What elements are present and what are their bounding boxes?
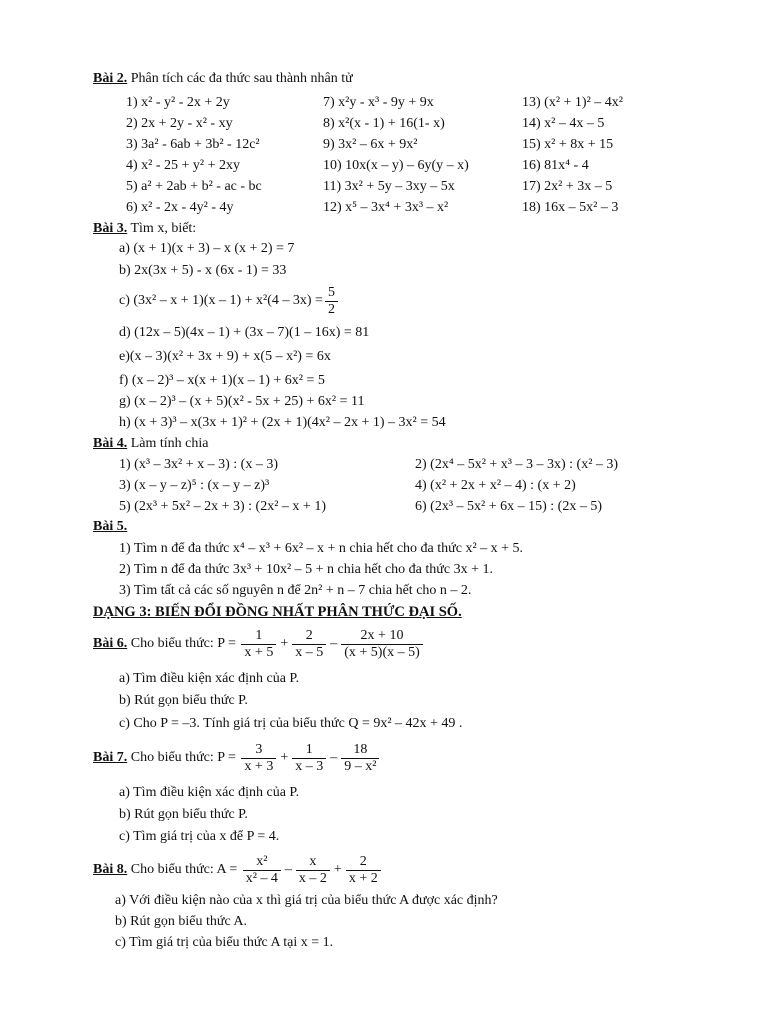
bai4-label: Bài 4. bbox=[93, 436, 128, 451]
fraction-denominator: x – 5 bbox=[292, 644, 326, 661]
bai3-label: Bài 3. bbox=[93, 221, 128, 236]
bai2-item: 2) 2x + 2y - x² - xy bbox=[126, 116, 233, 131]
fraction-denominator: 9 – x² bbox=[341, 758, 379, 775]
bai3-text: Tìm x, biết: bbox=[127, 221, 197, 236]
bai3-item-g: g) (x – 2)³ – (x + 5)(x² - 5x + 25) + 6x² = 11 bbox=[119, 394, 365, 409]
fraction-numerator: 3 bbox=[255, 741, 263, 757]
fraction-numerator: x² bbox=[256, 853, 268, 869]
bai8-heading bbox=[93, 850, 383, 890]
bai2-item: 15) x² + 8x + 15 bbox=[522, 137, 614, 152]
bai7-item-c: c) Tìm giá trị của x để P = 4. bbox=[119, 829, 280, 844]
bai6-lead: Cho biểu thức: P = bbox=[127, 636, 236, 651]
bai4-item: 5) (2x³ + 5x² – 2x + 3) : (2x² – x + 1) bbox=[119, 499, 326, 514]
fraction bbox=[346, 854, 381, 887]
bai2-item: 16) 81x⁴ - 4 bbox=[522, 158, 589, 173]
bai2-item: 17) 2x² + 3x – 5 bbox=[522, 179, 613, 194]
bai3-item-h: h) (x + 3)³ – x(3x + 1)² + (2x + 1)(4x² – 2x + 1) – 3x² = 54 bbox=[119, 415, 446, 430]
bai3-item-b: b) 2x(3x + 5) - x (6x - 1) = 33 bbox=[119, 263, 287, 278]
bai5-item-3: 3) Tìm tất cả các số nguyên n để 2n² + n – 7 chia hết cho n – 2. bbox=[119, 583, 472, 598]
section-heading-dang3: DẠNG 3: BIẾN ĐỔI ĐỒNG NHẤT PHÂN THỨC ĐẠI SỐ. bbox=[93, 604, 462, 620]
bai6-heading bbox=[93, 624, 425, 664]
bai7-label: Bài 7. bbox=[93, 750, 128, 765]
fraction bbox=[296, 854, 330, 887]
bai6-label: Bài 6. bbox=[93, 636, 128, 651]
bai6-item-a: a) Tìm điều kiện xác định của P. bbox=[119, 671, 300, 686]
bai2-item: 6) x² - 2x - 4y² - 4y bbox=[126, 200, 234, 215]
bai2-item: 18) 16x – 5x² – 3 bbox=[522, 200, 619, 215]
bai2-item: 13) (x² + 1)² – 4x² bbox=[522, 95, 623, 110]
bai2-heading bbox=[93, 70, 353, 88]
bai4-item: 4) (x² + 2x + x² – 4) : (x + 2) bbox=[415, 478, 576, 493]
fraction-numerator: 1 bbox=[305, 741, 313, 757]
fraction-denominator: x + 3 bbox=[241, 758, 276, 775]
bai2-item: 7) x²y - x³ - 9y + 9x bbox=[323, 95, 434, 110]
bai3-item-c-text: c) (3x² – x + 1)(x – 1) + x²(4 – 3x) = bbox=[119, 293, 323, 308]
bai8-label: Bài 8. bbox=[93, 862, 128, 877]
fraction-numerator: 2x + 10 bbox=[360, 627, 404, 643]
bai4-item: 6) (2x³ – 5x² + 6x – 15) : (2x – 5) bbox=[415, 499, 602, 514]
operator: – bbox=[330, 750, 338, 765]
operator: – bbox=[284, 862, 292, 877]
fraction-denominator: x – 3 bbox=[292, 758, 326, 775]
operator: + bbox=[280, 750, 289, 765]
bai4-heading bbox=[93, 435, 209, 453]
fraction bbox=[325, 285, 338, 318]
bai8-item-c: c) Tìm giá trị của biểu thức A tại x = 1. bbox=[115, 935, 334, 950]
bai2-item: 14) x² – 4x – 5 bbox=[522, 116, 605, 131]
bai5-item-1: 1) Tìm n để đa thức x⁴ – x³ + 6x² – x + n chia hết cho đa thức x² – x + 5. bbox=[119, 541, 524, 556]
bai4-item: 3) (x – y – z)⁵ : (x – y – z)³ bbox=[119, 478, 270, 493]
bai2-item: 10) 10x(x – y) – 6y(y – x) bbox=[323, 158, 469, 173]
fraction-numerator: x bbox=[309, 853, 317, 869]
fraction bbox=[341, 742, 379, 775]
bai3-item-a: a) (x + 1)(x + 3) – x (x + 2) = 7 bbox=[119, 241, 295, 256]
fraction-numerator: 1 bbox=[255, 627, 263, 643]
bai2-item: 12) x⁵ – 3x⁴ + 3x³ – x² bbox=[323, 200, 449, 215]
fraction-numerator: 2 bbox=[305, 627, 313, 643]
bai8-lead: Cho biểu thức: A = bbox=[127, 862, 238, 877]
operator: – bbox=[330, 636, 338, 651]
bai3-item-d: d) (12x – 5)(4x – 1) + (3x – 7)(1 – 16x) = 81 bbox=[119, 325, 370, 340]
fraction-denominator: 2 bbox=[325, 301, 338, 318]
fraction-denominator: x² – 4 bbox=[243, 870, 281, 887]
bai2-item: 1) x² - y² - 2x + 2y bbox=[126, 95, 230, 110]
fraction bbox=[292, 742, 326, 775]
bai4-item: 2) (2x⁴ – 5x² + x³ – 3 – 3x) : (x² – 3) bbox=[415, 457, 619, 472]
bai5-item-2: 2) Tìm n để đa thức 3x³ + 10x² – 5 + n chia hết cho đa thức 3x + 1. bbox=[119, 562, 493, 577]
bai7-item-a: a) Tìm điều kiện xác định của P. bbox=[119, 785, 300, 800]
fraction bbox=[341, 628, 423, 661]
fraction-numerator: 5 bbox=[327, 284, 335, 300]
bai2-item: 9) 3x² – 6x + 9x² bbox=[323, 137, 418, 152]
bai3-item-c bbox=[119, 283, 340, 319]
operator: + bbox=[280, 636, 289, 651]
bai2-item: 11) 3x² + 5y – 3xy – 5x bbox=[323, 179, 455, 194]
fraction-denominator: x + 5 bbox=[241, 644, 276, 661]
bai2-item: 5) a² + 2ab + b² - ac - bc bbox=[126, 179, 262, 194]
bai2-item: 8) x²(x - 1) + 16(1- x) bbox=[323, 116, 445, 131]
bai5-heading bbox=[93, 518, 127, 536]
bai4-text: Làm tính chia bbox=[127, 436, 209, 451]
bai2-text: Phân tích các đa thức sau thành nhân tử bbox=[127, 71, 353, 86]
bai7-lead: Cho biểu thức: P = bbox=[127, 750, 236, 765]
fraction-denominator: (x + 5)(x – 5) bbox=[341, 644, 423, 661]
bai8-item-a: a) Với điều kiện nào của x thì giá trị của biểu thức A được xác định? bbox=[115, 893, 498, 908]
fraction-numerator: 18 bbox=[353, 741, 368, 757]
fraction-denominator: x – 2 bbox=[296, 870, 330, 887]
fraction-numerator: 2 bbox=[359, 853, 367, 869]
fraction bbox=[243, 854, 281, 887]
bai8-item-b: b) Rút gọn biểu thức A. bbox=[115, 914, 248, 929]
bai6-item-c: c) Cho P = –3. Tính giá trị của biểu thức Q = 9x² – 42x + 49 . bbox=[119, 716, 463, 731]
bai3-heading bbox=[93, 220, 196, 238]
bai6-item-b: b) Rút gọn biểu thức P. bbox=[119, 693, 248, 708]
bai7-heading bbox=[93, 738, 381, 778]
fraction bbox=[241, 742, 276, 775]
operator: + bbox=[333, 862, 342, 877]
bai3-item-e: e)(x – 3)(x² + 3x + 9) + x(5 – x²) = 6x bbox=[119, 349, 331, 364]
fraction bbox=[241, 628, 276, 661]
bai2-item: 3) 3a² - 6ab + 3b² - 12c² bbox=[126, 137, 260, 152]
bai5-label: Bài 5. bbox=[93, 519, 128, 534]
bai4-item: 1) (x³ – 3x² + x – 3) : (x – 3) bbox=[119, 457, 278, 472]
bai2-item: 4) x² - 25 + y² + 2xy bbox=[126, 158, 241, 173]
bai7-item-b: b) Rút gọn biểu thức P. bbox=[119, 807, 248, 822]
bai3-item-f: f) (x – 2)³ – x(x + 1)(x – 1) + 6x² = 5 bbox=[119, 373, 325, 388]
bai2-label: Bài 2. bbox=[93, 71, 128, 86]
fraction-denominator: x + 2 bbox=[346, 870, 381, 887]
fraction bbox=[292, 628, 326, 661]
